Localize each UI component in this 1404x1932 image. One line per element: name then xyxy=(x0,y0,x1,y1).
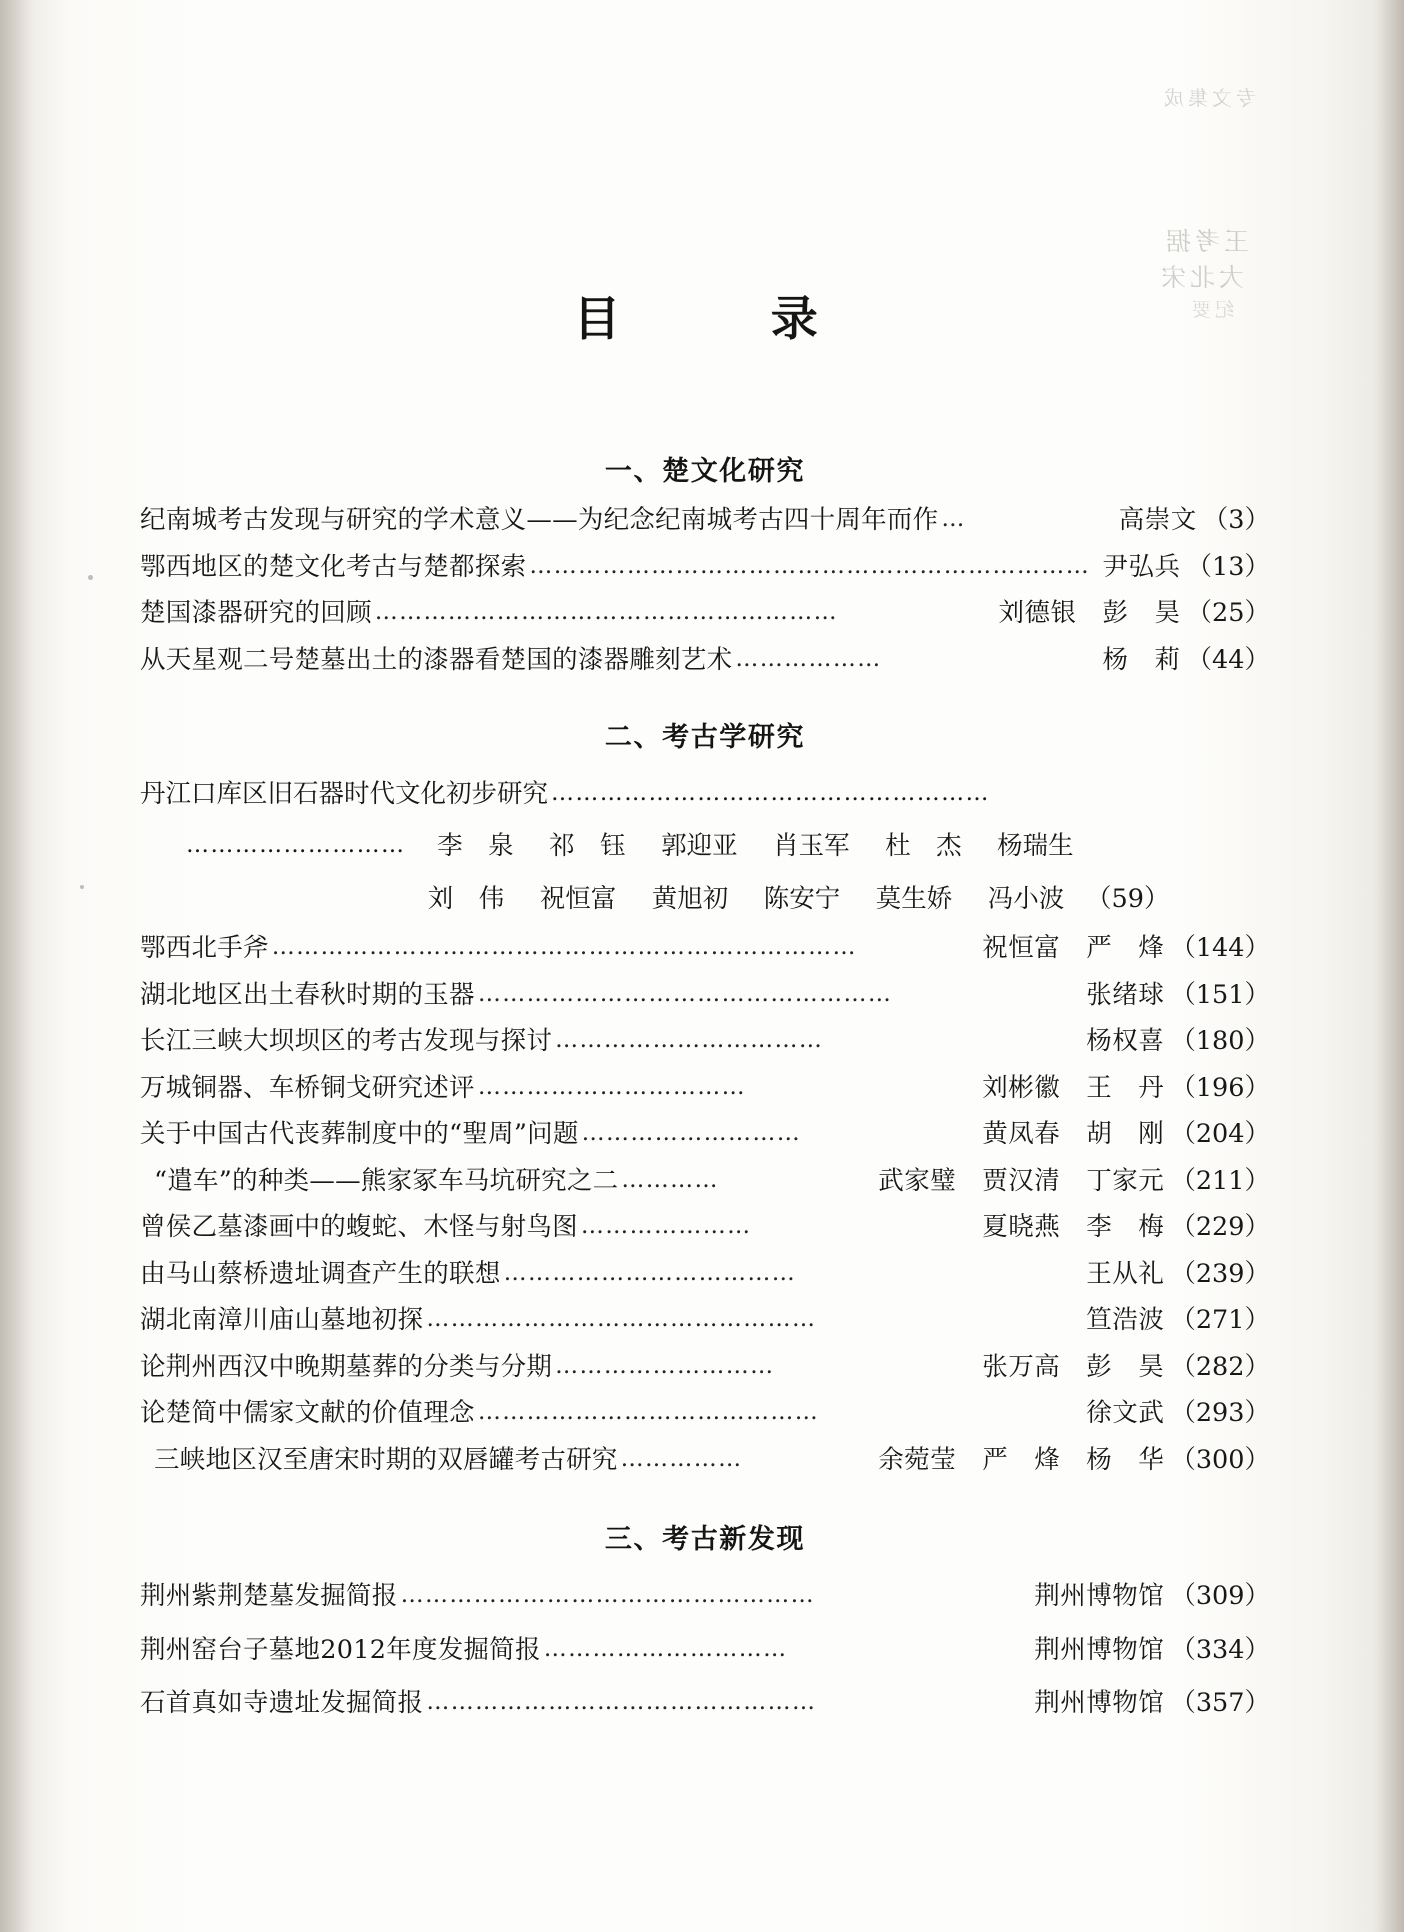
table-of-contents xyxy=(140,0,1270,1932)
section-3-entries xyxy=(140,1581,1270,1718)
toc-entry-author: 杨瑞生 xyxy=(997,831,1074,861)
toc-entry-title: 论楚简中儒家文献的价值理念 xyxy=(140,1398,475,1428)
toc-entry-title: 湖北地区出土春秋时期的玉器 xyxy=(140,979,475,1010)
toc-entry-author: 冯小波 xyxy=(987,884,1065,914)
toc-entry-authors: 黄凤春 胡 刚 xyxy=(982,1119,1165,1149)
toc-entry-title: 三峡地区汉至唐宋时期的双唇罐考古研究 xyxy=(154,1444,618,1475)
toc-entry[interactable] xyxy=(140,1165,1270,1196)
toc-entry-title: 荆州窑台子墓地2012年度发掘简报 xyxy=(140,1634,541,1665)
toc-entry-authors: 余菀莹 严 烽 杨 华 xyxy=(878,1444,1165,1475)
toc-entry-authors: 王从礼 xyxy=(1086,1258,1165,1289)
toc-entry-title: 丹江口库区旧石器时代文化初步研究 xyxy=(140,779,549,809)
toc-entry[interactable] xyxy=(140,1072,1270,1103)
toc-entry-authors: 徐文武 xyxy=(1086,1398,1165,1428)
toc-entry-title: 从天星观二号楚墓出土的漆器看楚国的漆器雕刻艺术 xyxy=(140,644,733,675)
toc-leader-dots: …………………………………………… xyxy=(477,982,893,1006)
toc-entry-authors: 尹弘兵 xyxy=(1102,551,1181,582)
toc-entry-authors: 刘德银 彭 昊 xyxy=(998,598,1181,628)
toc-entry[interactable] xyxy=(140,644,1270,675)
toc-leader-dots: ………… xyxy=(621,1168,719,1192)
section-heading-3: 三、考古新发现 xyxy=(604,1524,806,1555)
toc-entry[interactable] xyxy=(140,551,1270,582)
toc-entry-title: 石首真如寺遗址发掘简报 xyxy=(140,1688,424,1718)
toc-entry-title: 万城铜器、车桥铜戈研究述评 xyxy=(140,1072,475,1103)
toc-entry-page: （3） xyxy=(1202,505,1270,535)
toc-entry-title: 楚国漆器研究的回顾 xyxy=(140,598,372,628)
toc-entry-authors: 祝恒富 严 烽 xyxy=(982,933,1165,963)
toc-entry-page: （196） xyxy=(1170,1072,1270,1103)
toc-entry-authors: 张绪球 xyxy=(1086,979,1165,1010)
toc-entry[interactable] xyxy=(140,979,1270,1010)
toc-entry-page: （44） xyxy=(1186,644,1270,675)
toc-leader-dots: …………………………………………………………… xyxy=(529,554,1091,578)
toc-leader-dots: ……………………………… xyxy=(503,1261,797,1285)
toc-leader-dots: ……………………… xyxy=(555,1354,775,1378)
toc-entry[interactable] xyxy=(140,1634,1270,1665)
toc-entry-authors: 杨权喜 xyxy=(1086,1026,1165,1056)
toc-entry-page: （239） xyxy=(1170,1258,1270,1289)
toc-leader-dots: ………………………………………… xyxy=(426,1691,817,1714)
page-right-edge-shadow xyxy=(1374,0,1404,1932)
toc-entry-authors: 杨 莉 xyxy=(1102,644,1181,675)
toc-entry-author: 刘 伟 xyxy=(427,884,505,914)
toc-entry-authors: 刘彬徽 王 丹 xyxy=(982,1072,1165,1103)
toc-leader-dots: ……………………… xyxy=(581,1122,802,1145)
toc-leader-dots: ……………………………………………………………… xyxy=(271,936,857,959)
toc-leader-dots: …………………………… xyxy=(477,1075,747,1099)
toc-leader-dots: ……………… xyxy=(735,647,882,671)
toc-entry[interactable] xyxy=(140,1212,1270,1242)
page-left-edge-shadow xyxy=(0,0,34,1932)
toc-entry-authors: 荆州博物馆 xyxy=(1034,1688,1165,1718)
toc-entry-author: 李 泉 xyxy=(437,831,514,861)
toc-entry-page: （334） xyxy=(1170,1634,1270,1665)
toc-leader-dots: …………………………………… xyxy=(477,1401,820,1424)
toc-entry-page: （300） xyxy=(1170,1444,1270,1475)
toc-entry-page: （144） xyxy=(1170,933,1270,963)
show-through-text: 王考据 xyxy=(1161,227,1249,256)
toc-leader-dots: … xyxy=(941,508,966,531)
toc-leader-dots: ………………………… xyxy=(543,1637,788,1661)
toc-entry-multiline[interactable] xyxy=(140,774,1270,915)
toc-entry-page: （59） xyxy=(1086,884,1170,914)
toc-entry-page: （271） xyxy=(1170,1305,1270,1335)
paper-speck xyxy=(88,575,93,580)
toc-leader-dots: …………………………………………… xyxy=(400,1584,816,1607)
toc-entry-title: 纪南城考古发现与研究的学术意义——为纪念纪南城考古四十周年而作 xyxy=(140,505,939,535)
toc-entry-author: 肖玉军 xyxy=(773,831,850,861)
toc-entry-author: 莫生娇 xyxy=(875,884,953,914)
toc-entry-author: 杜 杰 xyxy=(885,831,962,861)
toc-entry-title: “遣车”的种类——熊家冢车马坑研究之二 xyxy=(154,1165,619,1196)
toc-entry-authors: 荆州博物馆 xyxy=(1034,1634,1165,1665)
paper-speck xyxy=(80,885,84,889)
toc-entry-author: 陈安宁 xyxy=(763,884,841,914)
toc-entry-authors: 武家璧 贾汉清 丁家元 xyxy=(878,1165,1165,1196)
toc-entry-author: 郭迎亚 xyxy=(661,831,738,861)
toc-leader-dots: ……………………… xyxy=(186,832,406,858)
toc-entry-page: （229） xyxy=(1170,1212,1270,1242)
toc-leader-dots: ………………… xyxy=(580,1215,752,1238)
toc-entry[interactable] xyxy=(140,1688,1270,1718)
show-through-text: 纪要 xyxy=(1187,299,1234,321)
toc-entry-title: 由马山蔡桥遗址调查产生的联想 xyxy=(140,1258,501,1289)
toc-entry-page: （293） xyxy=(1170,1398,1270,1428)
toc-entry-authors: 笪浩波 xyxy=(1086,1305,1165,1335)
page-title: 目 录 xyxy=(573,292,837,347)
toc-entry[interactable] xyxy=(140,1305,1270,1335)
toc-entry-title: 曾侯乙墓漆画中的蝮蛇、木怪与射鸟图 xyxy=(140,1212,578,1242)
toc-entry[interactable] xyxy=(140,933,1270,963)
toc-leader-dots: …………… xyxy=(620,1447,743,1471)
toc-entry-author: 祝恒富 xyxy=(539,884,617,914)
toc-leader-dots: …………………………… xyxy=(555,1029,824,1052)
section-heading-1: 一、楚文化研究 xyxy=(604,456,806,487)
section-2-entries xyxy=(140,774,1270,1473)
toc-entry-page: （204） xyxy=(1170,1119,1270,1149)
toc-entry[interactable] xyxy=(140,505,1270,535)
toc-entry-page: （309） xyxy=(1170,1581,1270,1611)
toc-leader-dots: ………………………………………… xyxy=(426,1308,817,1331)
toc-entry-author: 黄旭初 xyxy=(651,884,729,914)
toc-leader-dots: ………………………………………………… xyxy=(374,601,839,624)
toc-entry-page: （282） xyxy=(1170,1351,1270,1382)
toc-entry-author: 祁 钰 xyxy=(549,831,626,861)
show-through-text: 专文集成 xyxy=(1160,86,1256,110)
section-heading-2: 二、考古学研究 xyxy=(604,722,806,753)
toc-entry-title: 论荆州西汉中晚期墓葬的分类与分期 xyxy=(140,1351,553,1382)
toc-entry-authors: 张万高 彭 昊 xyxy=(982,1351,1165,1382)
toc-entry-title: 长江三峡大坝坝区的考古发现与探讨 xyxy=(140,1026,553,1056)
toc-entry[interactable] xyxy=(140,1398,1270,1428)
toc-entry-title: 湖北南漳川庙山墓地初探 xyxy=(140,1305,424,1335)
toc-leader-dots: ……………………………………………… xyxy=(551,780,990,806)
toc-entry[interactable] xyxy=(140,598,1270,628)
toc-entry[interactable] xyxy=(140,1026,1270,1056)
toc-entry-page: （180） xyxy=(1170,1026,1270,1056)
toc-entry-page: （357） xyxy=(1170,1688,1270,1718)
toc-entry-page: （25） xyxy=(1186,598,1270,628)
toc-entry-title: 鄂西地区的楚文化考古与楚都探索 xyxy=(140,551,527,582)
toc-entry-authors: 夏晓燕 李 梅 xyxy=(982,1212,1165,1242)
toc-entry-authors: 荆州博物馆 xyxy=(1034,1581,1165,1611)
toc-entry-page: （13） xyxy=(1186,551,1270,582)
toc-entry[interactable] xyxy=(140,1581,1270,1611)
toc-entry-page: （151） xyxy=(1170,979,1270,1010)
toc-entry-title: 荆州紫荆楚墓发掘简报 xyxy=(140,1581,398,1611)
toc-entry-title: 鄂西北手斧 xyxy=(140,933,269,963)
toc-entry[interactable] xyxy=(140,1444,1270,1475)
toc-entry-authors: 高崇文 xyxy=(1118,505,1197,535)
toc-entry[interactable] xyxy=(140,1351,1270,1382)
toc-entry[interactable] xyxy=(140,1119,1270,1149)
show-through-text: 大北宋 xyxy=(1156,263,1244,292)
toc-entry[interactable] xyxy=(140,1258,1270,1289)
toc-entry-title: 关于中国古代丧葬制度中的“聖周”问题 xyxy=(140,1119,579,1149)
toc-entry-page: （211） xyxy=(1170,1165,1270,1196)
section-1-entries xyxy=(140,505,1270,675)
